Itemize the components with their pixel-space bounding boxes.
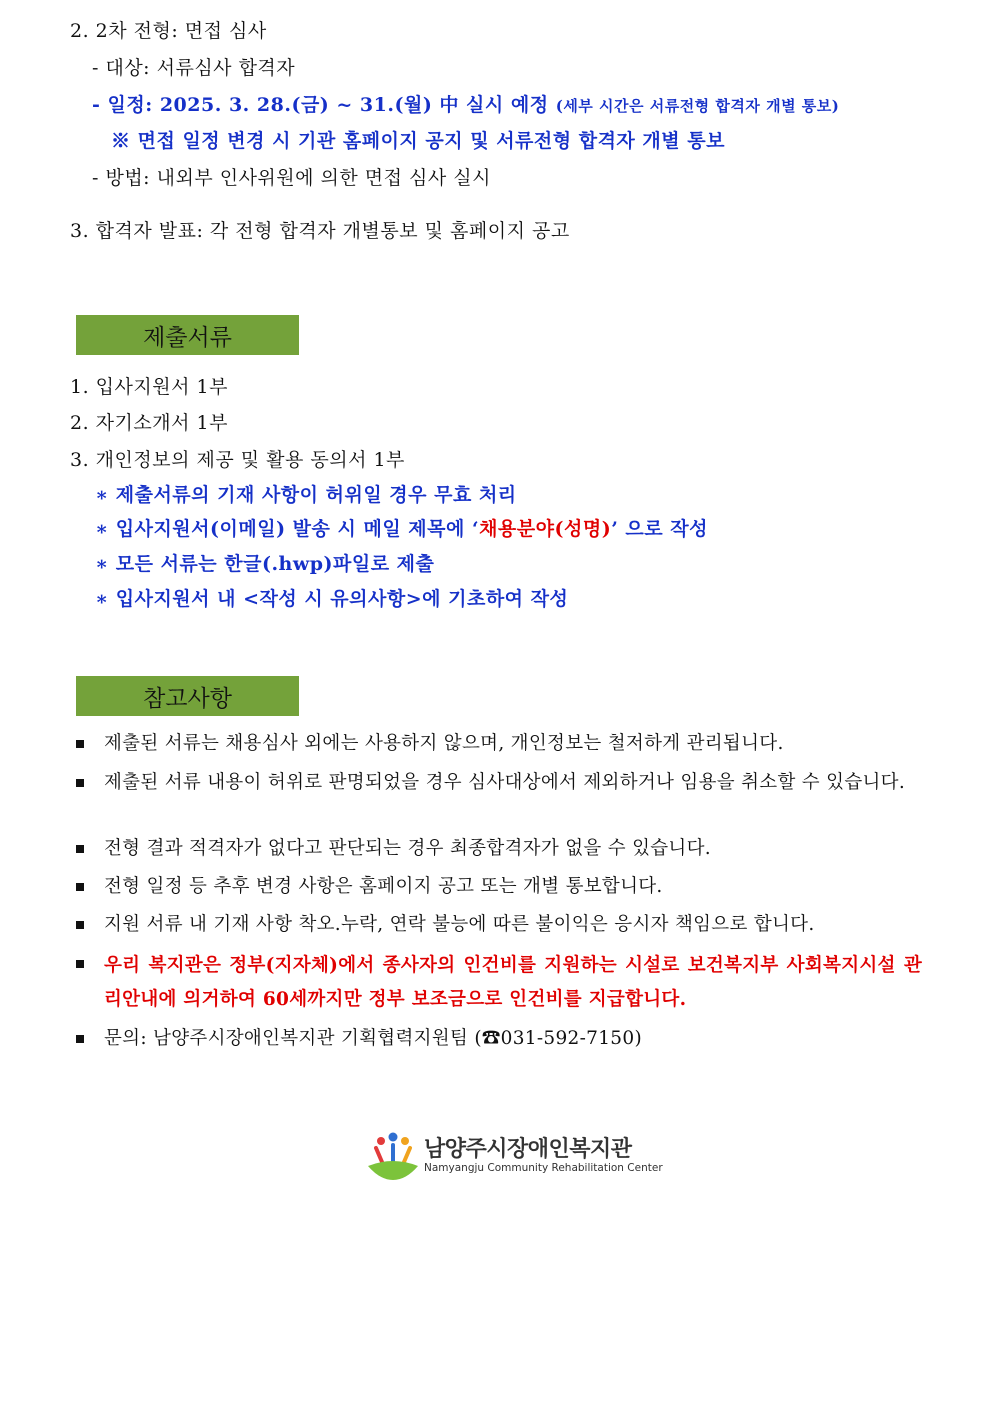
document-note: ∗ 제출서류의 기재 사항이 허위일 경우 무효 처리 — [95, 484, 517, 506]
note-text: ∗ 입사지원서(이메일) 발송 시 메일 제목에 ‘ — [95, 518, 480, 540]
schedule-main: - 일정: 2025. 3. 28.(금) ~ 31.(월) 中 실시 예정 — [92, 94, 549, 116]
reference-item — [76, 768, 922, 798]
announcement-line: 3. 합격자 발표: 각 전형 합격자 개별통보 및 홈페이지 공고 — [70, 220, 570, 242]
square-bullet-icon — [76, 779, 84, 787]
reference-item-funding — [76, 949, 922, 1017]
reference-item-text: 전형 결과 적격자가 없다고 판단되는 경우 최종합격자가 없을 수 있습니다. — [104, 838, 711, 859]
reference-item-text: 전형 일정 등 추후 변경 사항은 홈페이지 공고 또는 개별 통보합니다. — [104, 876, 663, 897]
schedule-note: (세부 시간은 서류전형 합격자 개별 통보) — [555, 97, 840, 115]
square-bullet-icon — [76, 1035, 84, 1043]
square-bullet-icon — [76, 740, 84, 748]
method-line: - 방법: 내외부 인사위원에 의한 면접 심사 실시 — [92, 167, 491, 189]
note-text: ’ 으로 작성 — [611, 518, 708, 540]
reference-item-text: 지원 서류 내 기재 사항 착오.누락, 연락 불능에 따른 불이익은 응시자 책임으로 합니다. — [104, 914, 815, 935]
square-bullet-icon — [76, 960, 84, 968]
reference-item-contact — [76, 1024, 922, 1054]
reference-item — [76, 910, 922, 940]
logo-name: 남양주시장애인복지관 — [424, 1137, 632, 1162]
document-note: ∗ 입사지원서 내 <작성 시 유의사항>에 기초하여 작성 — [95, 588, 569, 610]
document-item: 1. 입사지원서 1부 — [70, 376, 228, 398]
organization-logo — [366, 1132, 663, 1182]
step2-title: 2. 2차 전형: 면접 심사 — [70, 20, 267, 42]
documents-heading: 제출서류 — [76, 315, 299, 355]
reference-item — [76, 872, 922, 902]
reference-item-text: 문의: 남양주시장애인복지관 기획협력지원팀 (☎031-592-7150) — [104, 1028, 642, 1049]
reference-item-text: 제출된 서류 내용이 허위로 판명되었을 경우 심사대상에서 제외하거나 임용을 취소할 수 있습니다. — [104, 772, 906, 793]
reference-item — [76, 834, 922, 864]
logo-english-name: Namyangju Community Rehabilitation Center — [424, 1162, 663, 1174]
logo-mark-icon — [366, 1132, 420, 1182]
document-item: 2. 자기소개서 1부 — [70, 412, 228, 434]
schedule-line — [92, 90, 839, 117]
schedule-change-note: ※ 면접 일정 변경 시 기관 홈페이지 공지 및 서류전형 합격자 개별 통보 — [111, 130, 725, 152]
square-bullet-icon — [76, 921, 84, 929]
square-bullet-icon — [76, 845, 84, 853]
reference-item-text: 제출된 서류는 채용심사 외에는 사용하지 않으며, 개인정보는 철저하게 관리됩니다. — [104, 733, 784, 754]
reference-item — [76, 729, 922, 759]
note-highlight: 채용분야(성명) — [479, 518, 612, 540]
square-bullet-icon — [76, 883, 84, 891]
reference-item-text: 우리 복지관은 정부(지자체)에서 종사자의 인건비를 지원하는 시설로 보건복지부 사회복지시설 관리안내에 의거하여 60세까지만 정부 보조금으로 인건비를 지급합니다. — [104, 955, 922, 1010]
document-note: ∗ 모든 서류는 한글(.hwp)파일로 제출 — [95, 553, 435, 575]
document-note-email — [95, 514, 708, 541]
reference-heading: 참고사항 — [76, 676, 299, 716]
document-item: 3. 개인정보의 제공 및 활용 동의서 1부 — [70, 449, 405, 471]
target-line: - 대상: 서류심사 합격자 — [92, 57, 296, 79]
